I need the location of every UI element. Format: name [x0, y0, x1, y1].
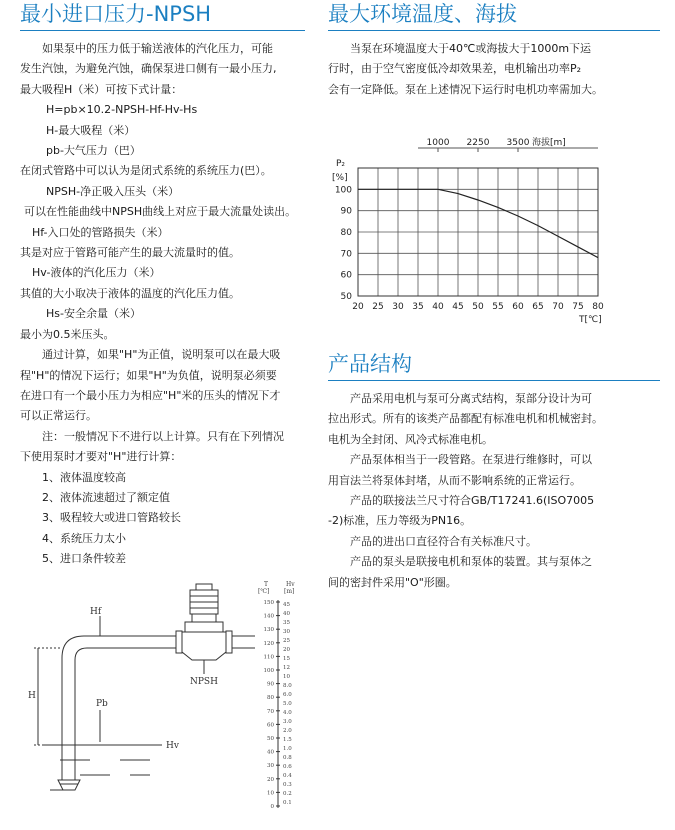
npsh-line: 下使用泵时才要对"H"进行计算：	[20, 450, 182, 464]
npsh-line: 发生汽蚀，为避免汽蚀，确保泵进口侧有一最小压力,	[20, 62, 277, 76]
structure-line: 产品采用电机与泵可分离式结构，泵部分设计为可	[350, 392, 592, 405]
scale-t-value: 70	[267, 708, 274, 715]
chart-y-tick-label: 80	[340, 228, 352, 238]
scale-t-value: 60	[267, 722, 274, 729]
env-body	[328, 39, 660, 100]
scale-hv-value: 30	[283, 629, 290, 635]
npsh-line: 4、系统压力太小	[42, 531, 126, 545]
scale-hv-value: 20	[283, 647, 290, 653]
npsh-line: 注：一般情况下不进行以上计算。只有在下列情况	[42, 429, 284, 443]
npsh-line: 在闭式管路中可以认为是闭式系统的系统压力(巴）。	[20, 164, 272, 178]
scale-t-value: 150	[263, 600, 274, 606]
chart-x-tick-label: 35	[412, 302, 424, 312]
env-line: 行时，由于空气密度低冷却效果差，电机输出功率P₂	[328, 62, 582, 76]
npsh-line: 在进口有一个最小压力为相应"H"米的压头的情况下才	[20, 388, 281, 402]
scale-hv-value: 0.6	[283, 764, 292, 770]
scale-t-value: 30	[267, 763, 274, 770]
chart-ylabel: P₂	[336, 159, 346, 169]
env-section	[328, 0, 660, 100]
chart-x-tick-label: 80	[592, 302, 604, 312]
scale-t-value: 130	[263, 627, 274, 634]
chart-top-axis-label: 海拔[m]	[532, 138, 566, 148]
npsh-line: 通过计算，如果"H"为正值，说明泵可以在最大吸	[42, 348, 281, 362]
npsh-title: 最小进口压力-NPSH	[20, 2, 212, 26]
scale-hv-value: 10	[283, 674, 290, 680]
chart-x-tick-label: 50	[472, 302, 484, 312]
scale-t-value: 90	[267, 681, 274, 688]
chart-x-tick-label: 25	[372, 302, 384, 312]
chart-y-ticks	[335, 185, 352, 302]
chart-x-tick-label: 75	[572, 302, 584, 312]
scale-t-value: 10	[267, 790, 274, 797]
chart-x-tick-label: 55	[492, 302, 504, 312]
scale-hv-value: 0.2	[283, 791, 292, 797]
scale-t-head: T	[264, 581, 269, 588]
npsh-body	[20, 39, 305, 570]
scale-hv-value: 45	[283, 602, 290, 608]
hf-label: Hf	[90, 607, 102, 617]
npsh-line: Hf-入口处的管路损失（米）	[32, 225, 169, 239]
npsh-line: 其是对应于管路可能产生的最大流量时的值。	[20, 246, 240, 260]
scale-hv-value: 0.3	[283, 782, 292, 788]
npsh-line: NPSH-净正吸入压头（米）	[46, 184, 180, 198]
scale-hv-value: 4.0	[283, 710, 292, 716]
chart-y-tick-label: 60	[340, 270, 352, 281]
chart-x-tick-label: 30	[392, 302, 404, 312]
scale-hv-value: 8.0	[283, 683, 292, 689]
npsh-line: 最小为0.5米压头。	[20, 327, 115, 341]
scale-t-value: 110	[263, 654, 274, 661]
scale-t-value: 80	[267, 695, 274, 702]
structure-line: -2)标准，压力等级为PN16。	[328, 514, 472, 528]
npsh-section	[20, 0, 305, 570]
chart-grid	[358, 168, 598, 296]
chart-top-tick-label: 2250	[466, 138, 490, 148]
chart-x-tick-label: 70	[552, 302, 564, 312]
env-title: 最大环境温度、海拔	[328, 2, 517, 26]
scale-hv-value: 6.0	[283, 692, 292, 698]
npsh-line: 3、吸程较大或进口管路较长	[42, 511, 181, 525]
chart-top-axis	[418, 138, 598, 152]
scale-t-unit: [℃]	[258, 588, 270, 595]
npsh-line: 程"H"的情况下运行；如果"H"为负值，说明泵必须要	[20, 368, 277, 382]
env-line: 当泵在环境温度大于40℃或海拔大于1000m下运	[350, 42, 592, 55]
scale-hv-value: 2.0	[283, 728, 292, 734]
chart-x-ticks	[352, 302, 604, 312]
scale-t-value: 140	[263, 613, 274, 620]
npsh-line: 5、进口条件较差	[42, 552, 126, 566]
npsh-line: H-最大吸程（米）	[46, 123, 136, 137]
npsh-label: NPSH	[190, 677, 218, 687]
scale-t-value: 20	[267, 776, 274, 783]
structure-section	[328, 350, 660, 593]
chart-x-tick-label: 40	[432, 302, 444, 312]
scale-hv-value: 1.5	[283, 737, 292, 743]
scale-hv-value: 40	[283, 611, 290, 617]
structure-title-rule	[328, 380, 660, 381]
npsh-line: pb-大气压力（巴）	[46, 144, 141, 158]
derating-chart	[328, 128, 618, 328]
chart-top-tick-label: 3500	[506, 138, 530, 148]
structure-title: 产品结构	[328, 352, 412, 376]
npsh-line: 1、液体温度较高	[42, 470, 126, 484]
scale-hv-value: 0.1	[283, 800, 292, 806]
scale-hv-head: Hv	[286, 581, 295, 588]
scale-hv-value: 15	[283, 656, 290, 662]
scale-hv-value: 25	[283, 638, 290, 644]
scale-hv-value: 0.8	[283, 755, 292, 761]
chart-y-tick-label: 70	[340, 249, 352, 260]
chart-y-tick-label: 50	[340, 292, 352, 302]
scale-t-value: 0	[270, 804, 274, 810]
npsh-title-rule	[20, 30, 305, 31]
chart-y-tick-label: 90	[340, 206, 352, 217]
pump-installation-diagram	[20, 580, 310, 828]
npsh-line: Hv-液体的汽化压力（米）	[32, 266, 161, 280]
scale-hv-value: 5.0	[283, 701, 292, 707]
scale-hv-value: 12	[283, 665, 290, 671]
env-line: 会有一定降低。泵在上述情况下运行时电机功率需加大。	[328, 82, 603, 96]
structure-line: 电机为全封闭、风冷式标准电机。	[328, 432, 493, 446]
chart-xlabel: T[℃]	[579, 315, 602, 325]
npsh-line: 如果泵中的压力低于输送液体的汽化压力，可能	[42, 42, 273, 55]
npsh-line: 可以正常运行。	[20, 409, 97, 423]
chart-x-tick-label: 20	[352, 302, 364, 312]
npsh-line: 可以在性能曲线中NPSH曲线上对应于最大流量处读出。	[24, 205, 297, 219]
temperature-vapor-scale	[258, 581, 295, 810]
env-title-rule	[328, 30, 660, 31]
npsh-line: 2、液体流速超过了额定值	[42, 490, 170, 504]
scale-hv-value: 1.0	[283, 746, 292, 752]
chart-x-tick-label: 65	[532, 302, 544, 312]
chart-x-tick-label: 45	[452, 302, 464, 312]
chart-y-tick-label: 100	[334, 185, 352, 196]
pb-label: Pb	[96, 699, 108, 709]
scale-t-value: 50	[267, 736, 274, 742]
scale-t-value: 40	[267, 749, 274, 756]
npsh-line: H=pb×10.2-NPSH-Hf-Hv-Hs	[46, 103, 198, 117]
structure-line: 用盲法兰将泵体封堵，从而不影响系统的正常运行。	[328, 473, 581, 487]
npsh-line: 最大吸程H（米）可按下式计量：	[20, 82, 183, 96]
chart-top-tick-label: 1000	[426, 138, 450, 148]
structure-body	[328, 389, 660, 593]
scale-hv-value: 0.4	[283, 773, 292, 779]
structure-line: 间的密封件采用"O"形圈。	[328, 575, 457, 589]
chart-x-tick-label: 60	[512, 302, 524, 312]
structure-line: 产品泵体相当于一段管路。在泵进行维修时，可以	[350, 453, 592, 467]
scale-t-value: 100	[263, 668, 274, 674]
chart-ylabel-unit: [%]	[332, 173, 348, 183]
scale-t-value: 120	[263, 640, 274, 647]
structure-line: 产品的进出口直径符合有关标准尺寸。	[350, 534, 537, 548]
scale-hv-value: 3.0	[283, 719, 292, 725]
h-label: H	[28, 691, 36, 701]
structure-line: 产品的联接法兰尺寸符合GB/T17241.6(ISO7005	[350, 494, 595, 508]
hv-label: Hv	[166, 741, 179, 751]
npsh-line: Hs-安全余量（米）	[46, 307, 141, 321]
npsh-line: 其值的大小取决于液体的温度的汽化压力值。	[20, 286, 240, 300]
scale-hv-value: 35	[283, 620, 290, 626]
structure-line: 拉出形式。所有的该类产品都配有标准电机和机械密封。	[328, 412, 603, 426]
scale-hv-unit: [m]	[284, 588, 295, 595]
structure-line: 产品的泵头是联接电机和泵体的装置。其与泵体之	[350, 555, 592, 569]
